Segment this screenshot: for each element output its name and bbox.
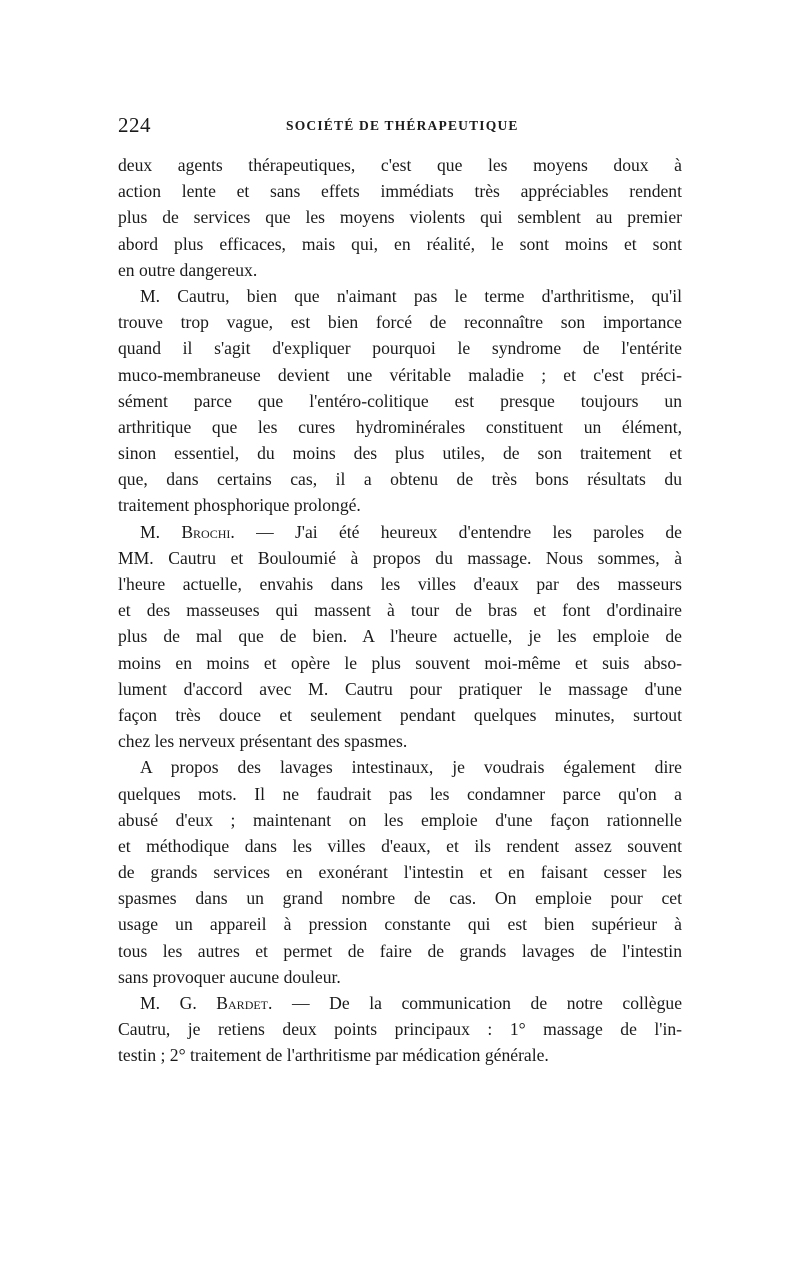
text-line: Cautru, je retiens deux points principaux : 1° massage de l'in- [118, 1019, 682, 1040]
body-text [118, 152, 682, 1069]
speaker-line [118, 990, 682, 1016]
text-line: façon très douce et seulement pendant quelques minutes, surtout [118, 704, 682, 725]
running-title: SOCIÉTÉ DE THÉRAPEUTIQUE [286, 118, 519, 133]
speaker-text: — De la communication de notre collègue [272, 993, 683, 1013]
text-line: action lente et sans effets immédiats très appréciables rendent [118, 181, 682, 202]
text-line: muco-membraneuse devient une véritable maladie ; et c'est préci- [118, 364, 682, 385]
running-head [118, 113, 682, 143]
text-line: abusé d'eux ; maintenant on les emploie d'une façon rationnelle [118, 809, 682, 830]
text-line: et des masseuses qui massent à tour de bras et font d'ordinaire [118, 600, 682, 621]
text-line: A propos des lavages intestinaux, je voudrais également dire [140, 757, 682, 778]
text-line: M. Cautru, bien que n'aimant pas le terme d'arthritisme, qu'il [140, 285, 682, 306]
text-line: spasmes dans un grand nombre de cas. On emploie pour cet [118, 888, 682, 909]
speaker-text: — J'ai été heureux d'entendre les paroles de [234, 521, 682, 542]
text-line: trouve trop vague, est bien forcé de reconnaître son importance [118, 312, 682, 333]
text-line: usage un appareil à pression constante qui est bien supérieur à [118, 914, 682, 935]
speaker-name: M. G. Bardet. [140, 993, 273, 1013]
text-line: testin ; 2° traitement de l'arthritisme par médication générale. [118, 1045, 549, 1066]
text-line: moins en moins et opère le plus souvent moi-même et suis abso- [118, 652, 682, 673]
text-line: abord plus efficaces, mais qui, en réalité, le sont moins et sont [118, 233, 682, 254]
text-line: que, dans certains cas, il a obtenu de très bons résultats du [118, 469, 682, 490]
text-line: de grands services en exonérant l'intestin et en faisant cesser les [118, 862, 682, 883]
text-line: chez les nerveux présentant des spasmes. [118, 731, 408, 752]
text-line: lument d'accord avec M. Cautru pour pratiquer le massage d'une [118, 678, 682, 699]
text-line: quelques mots. Il ne faudrait pas les condamner parce qu'on a [118, 783, 682, 804]
text-line: en outre dangereux. [118, 259, 258, 280]
text-line: traitement phosphorique prolongé. [118, 495, 361, 516]
text-line: deux agents thérapeutiques, c'est que les moyens doux à [118, 155, 682, 175]
speaker-line [118, 519, 682, 545]
text-line: plus de services que les moyens violents qui semblent au premier [118, 207, 682, 228]
speaker-name: M. Brochi. [140, 521, 235, 542]
text-line: arthritique que les cures hydrominérales constituent un élément, [118, 416, 682, 437]
text-line: plus de mal que de bien. A l'heure actuelle, je les emploie de [118, 626, 682, 647]
text-line: sinon essentiel, du moins des plus utiles, de son traitement et [118, 443, 682, 464]
text-line: tous les autres et permet de faire de grands lavages de l'intestin [118, 940, 682, 961]
text-line: MM. Cautru et Bouloumié à propos du massage. Nous sommes, à [118, 547, 682, 568]
text-line: quand il s'agit d'expliquer pourquoi le syndrome de l'entérite [118, 338, 682, 359]
page-number: 224 [118, 113, 151, 137]
text-line: et méthodique dans les villes d'eaux, et ils rendent assez souvent [118, 835, 682, 856]
text-line: l'heure actuelle, envahis dans les villes d'eaux par des masseurs [118, 574, 682, 594]
text-line: sément parce que l'entéro-colitique est presque toujours un [118, 390, 682, 411]
text-line: sans provoquer aucune douleur. [118, 966, 341, 987]
